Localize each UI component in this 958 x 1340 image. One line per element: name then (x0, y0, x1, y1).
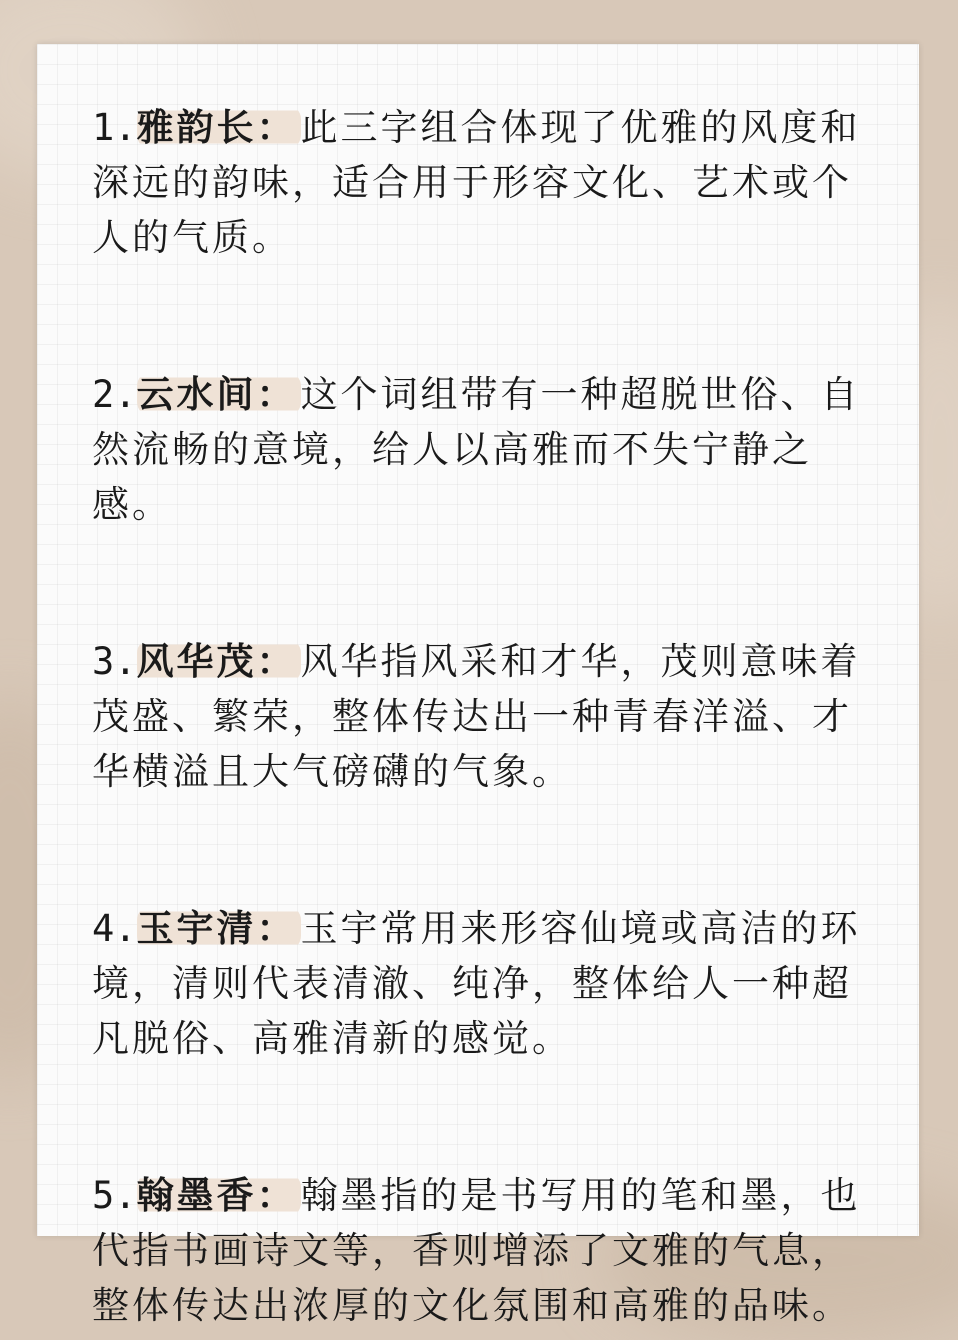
list-item (92, 1168, 882, 1333)
item-term: 风华茂： (137, 639, 301, 683)
item-description: 风华指风采和才华，茂则意味着茂盛、繁荣，整体传达出一种青春洋溢、才华横溢且大气磅礴的气象。 (92, 640, 861, 793)
item-number: 3. (92, 640, 137, 683)
item-number: 5. (92, 1174, 137, 1217)
item-number: 4. (92, 907, 137, 950)
item-description: 翰墨指的是书写用的笔和墨，也代指书画诗文等，香则增添了文雅的气息，整体传达出浓厚的文化氛围和高雅的品味。 (92, 1174, 861, 1327)
term-list (92, 100, 882, 1333)
list-item (92, 634, 882, 799)
item-number: 2. (92, 373, 137, 416)
item-description: 玉宇常用来形容仙境或高洁的环境，清则代表清澈、纯净，整体给人一种超凡脱俗、高雅清新的感觉。 (92, 907, 861, 1060)
item-description: 此三字组合体现了优雅的风度和深远的韵味，适合用于形容文化、艺术或个人的气质。 (92, 106, 861, 259)
list-item (92, 367, 882, 532)
list-item (92, 901, 882, 1066)
item-term: 云水间： (137, 372, 301, 416)
grid-paper-sheet (37, 44, 919, 1327)
list-item (92, 100, 882, 265)
item-term: 翰墨香： (137, 1173, 301, 1217)
item-term: 雅韵长： (137, 105, 301, 149)
item-description: 这个词组带有一种超脱世俗、自然流畅的意境，给人以高雅而不失宁静之感。 (92, 373, 861, 526)
item-number: 1. (92, 106, 137, 149)
item-term: 玉宇清： (137, 906, 301, 950)
